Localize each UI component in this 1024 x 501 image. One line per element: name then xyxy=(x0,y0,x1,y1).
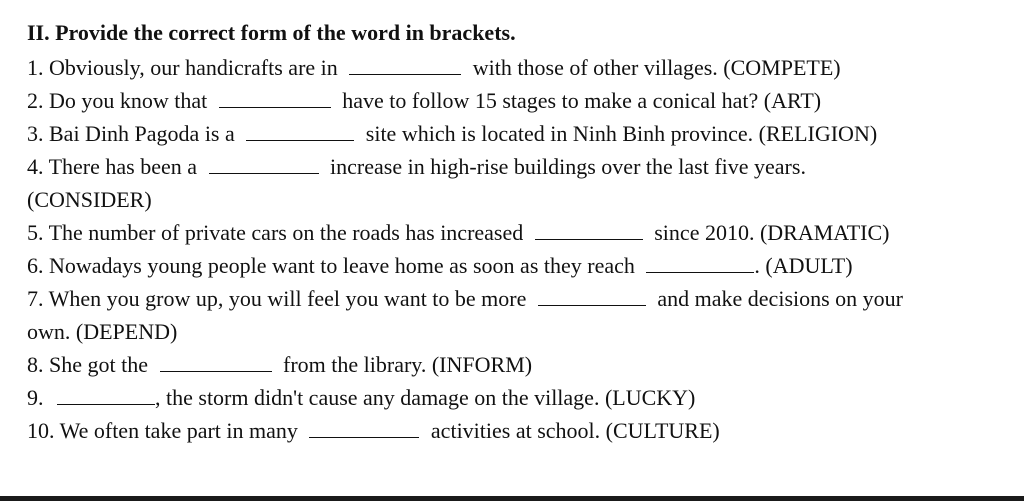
exercise-title: II. Provide the correct form of the word in brackets. xyxy=(27,20,516,45)
answer-blank xyxy=(160,353,272,372)
question-text-after: increase in high-rise buildings over the last five years. xyxy=(330,154,806,179)
answer-blank xyxy=(57,386,155,405)
question-7 xyxy=(27,286,903,312)
answer-blank xyxy=(646,254,754,273)
question-text-before: 1. Obviously, our handicrafts are in xyxy=(27,55,338,80)
question-text-before: 8. She got the xyxy=(27,352,148,377)
question-text-after: , the storm didn't cause any damage on the village. (LUCKY) xyxy=(155,385,696,410)
question-text-before: 7. When you grow up, you will feel you want to be more xyxy=(27,286,527,311)
question-text-before: 3. Bai Dinh Pagoda is a xyxy=(27,121,235,146)
question-text-after: activities at school. (CULTURE) xyxy=(430,418,720,443)
question-text-before: 2. Do you know that xyxy=(27,88,208,113)
question-text-after: site which is located in Ninh Binh province. (RELIGION) xyxy=(365,121,878,146)
question-text-after: and make decisions on your xyxy=(657,286,903,311)
answer-blank xyxy=(209,155,319,174)
question-text-before: 4. There has been a xyxy=(27,154,198,179)
page-bottom-edge xyxy=(0,496,1024,501)
question-text-after: have to follow 15 stages to make a conical hat? (ART) xyxy=(342,88,822,113)
question-3 xyxy=(27,121,877,147)
question-text-after: from the library. (INFORM) xyxy=(283,352,533,377)
question-text-after: with those of other villages. (COMPETE) xyxy=(472,55,841,80)
answer-blank xyxy=(349,56,461,75)
question-text-after: since 2010. (DRAMATIC) xyxy=(654,220,890,245)
question-text-before: 5. The number of private cars on the roads has increased xyxy=(27,220,524,245)
question-9 xyxy=(27,385,695,411)
question-7-continuation: own. (DEPEND) xyxy=(27,319,178,344)
question-text-before: 10. We often take part in many xyxy=(27,418,298,443)
question-text-before: 9. xyxy=(27,385,44,410)
question-text-after: . (ADULT) xyxy=(754,253,853,278)
answer-blank xyxy=(309,419,419,438)
question-1 xyxy=(27,55,841,81)
question-10 xyxy=(27,418,720,444)
answer-blank xyxy=(538,287,646,306)
question-2 xyxy=(27,88,821,114)
question-6 xyxy=(27,253,853,279)
answer-blank xyxy=(535,221,643,240)
question-text-before: 6. Nowadays young people want to leave home as soon as they reach xyxy=(27,253,635,278)
answer-blank xyxy=(219,89,331,108)
question-4-continuation: (CONSIDER) xyxy=(27,187,152,212)
question-4 xyxy=(27,154,806,180)
answer-blank xyxy=(246,122,354,141)
question-5 xyxy=(27,220,890,246)
question-8 xyxy=(27,352,532,378)
